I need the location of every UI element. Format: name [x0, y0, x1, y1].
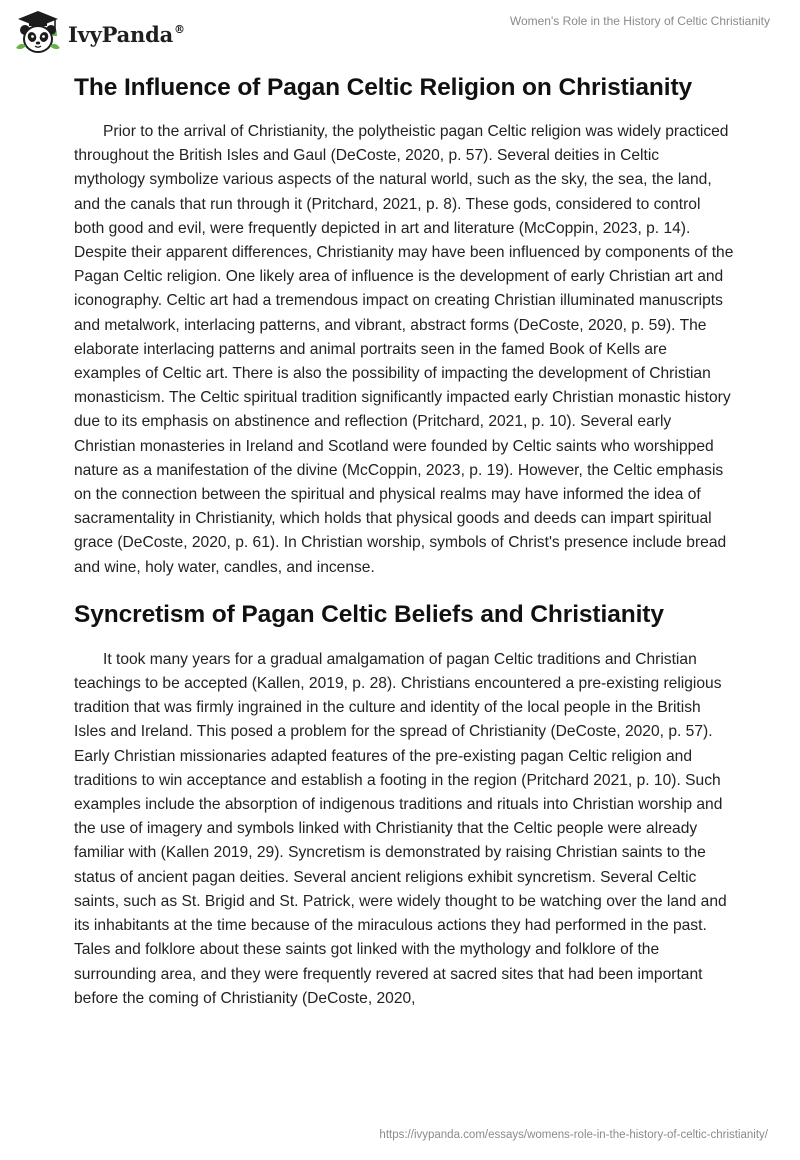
- section-heading: The Influence of Pagan Celtic Religion on Christianity: [74, 74, 693, 101]
- document-title: Women's Role in the History of Celtic Christianity: [509, 14, 770, 28]
- registered-mark: ®: [174, 22, 185, 36]
- page-header: [0, 0, 800, 60]
- panda-graduate-icon: [14, 8, 62, 56]
- section-paragraph: It took many years for a gradual amalgamation of pagan Celtic traditions and Christian teachings to be accepted (Kallen, 2019, p. 28). Christians encountered a pre-existing religious tradition that was firmly ingrained in the culture and identity of the local people in the British Isles and Ireland. This posed a problem for the spread of Christianity (DeCoste, 2020, p. 57). Early Christian missionaries adapted features of the pre-existing pagan Celtic religion and traditions to win acceptance and establish a footing in the region (Pritchard 2021, p. 10). Such examples include the absorption of indigenous traditions and rituals into Christian worship and the use of imagery and symbols linked with Christianity that the Celtic people were already familiar with (Kallen 2019, 29). Syncretism is demonstrated by raising Christian saints to the status of ancient pagan deities. Several ancient religions exhibit syncretism. Several Celtic saints, such as St. Brigid and St. Patrick, were widely thought to be watching over the land and its inhabitants at the time because of the miraculous actions they had performed in the past. Tales and folklore about these saints got linked with the mythology and folklore of the surrounding area, and they were frequently revered at sacred sites that had been important before the coming of Christianity (DeCoste, 2020,: [74, 650, 727, 1007]
- section-heading: Syncretism of Pagan Celtic Beliefs and Christianity: [74, 600, 664, 628]
- source-url-link[interactable]: https://ivypanda.com/essays/womens-role-in-the-history-of-celtic-christianity/: [379, 1129, 768, 1141]
- essay-content: [74, 70, 734, 1011]
- section-paragraph: Prior to the arrival of Christianity, the polytheistic pagan Celtic religion was widely practiced throughout the British Isles and Gaul (DeCoste, 2020, p. 57). Several deities in Celtic mythology symbolize various aspects of the natural world, such as the sky, the sea, the land, and the canals that run through it (Pritchard, 2021, p. 8). These gods, considered to control both good and evil, were frequently depicted in art and literature (McCoppin, 2023, p. 14). Despite their apparent differences, Christianity may have been influenced by components of the Pagan Celtic religion. One likely area of influence is the development of early Christian art and iconography. Celtic art had a tremendous impact on creating Christian illuminated manuscripts and metalwork, interlacing patterns, and vibrant, abstract forms (DeCoste, 2020, p. 59). The elaborate interlacing patterns and animal portraits seen in the famed Book of Kells are examples of Celtic art. There is also the possibility of impacting the development of Christian monasticism. The Celtic spiritual tradition significantly impacted early Christian monastic history due to its emphasis on abstinence and reflection (Pritchard, 2021, p. 10). Several early Christian monasteries in Ireland and Scotland were founded by Celtic saints who worshipped nature as a manifestation of the divine (McCoppin, 2023, p. 19). However, the Celtic emphasis on the connection between the spiritual and physical realms may have informed the idea of sacramentality in Christianity, which holds that physical goods and deeds can impart spiritual grace (DeCoste, 2020, p. 61). In Christian worship, symbols of Christ's presence include bread and wine, holy water, candles, and incense.: [74, 123, 734, 576]
- ivypanda-logo[interactable]: [14, 8, 185, 56]
- logo-wordmark: IvyPanda®: [68, 21, 185, 47]
